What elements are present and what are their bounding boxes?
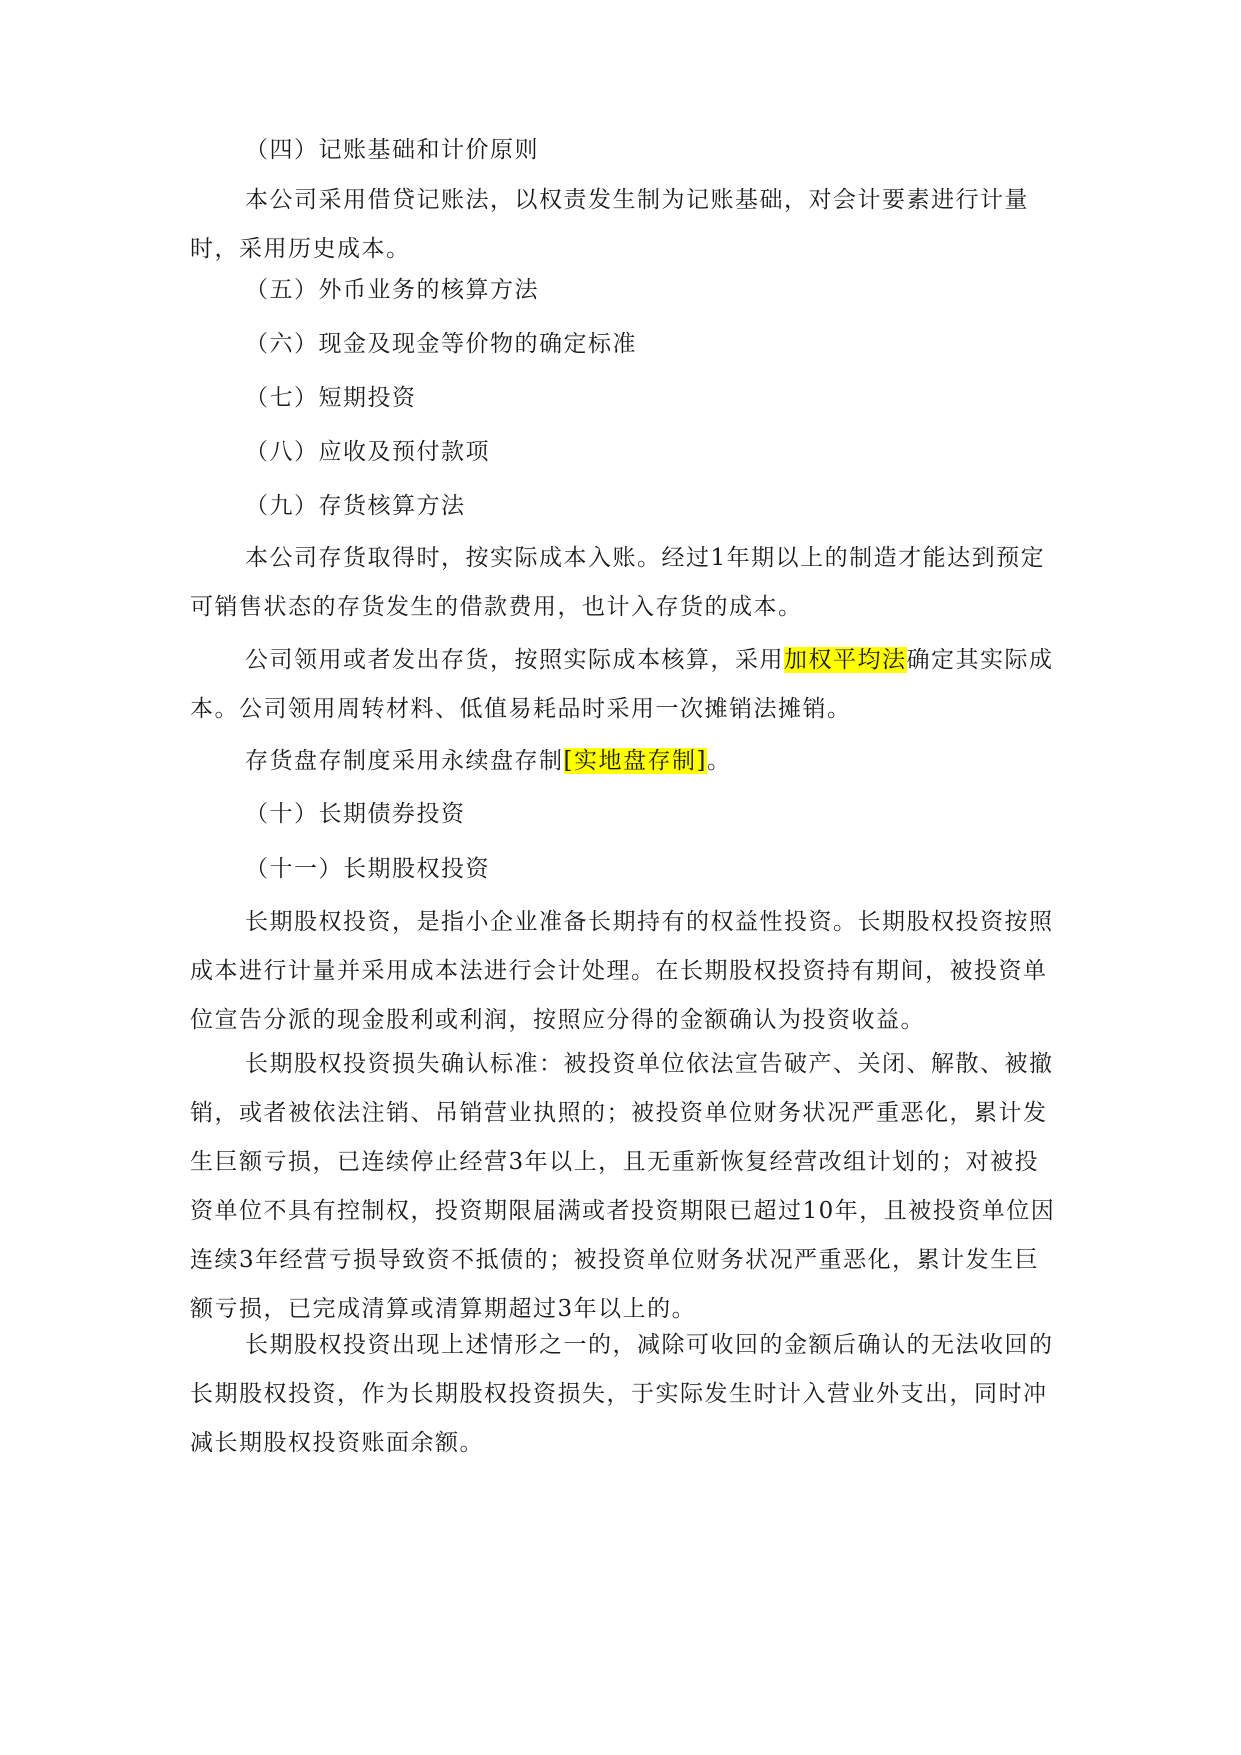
heading-short-term-investment: （七）短期投资 bbox=[245, 385, 417, 411]
paragraph-inventory-issue: 公司领用或者发出存货，按照实际成本核算，采用加权平均法确定其实际成 本。公司领用周转材料、低值易耗品时采用一次摊销法摊销。 bbox=[190, 647, 1054, 722]
heading-inventory: （九）存货核算方法 bbox=[245, 493, 466, 519]
highlight-periodic-inventory: [实地盘存制] bbox=[563, 748, 707, 774]
paragraph-inventory-system: 存货盘存制度采用永续盘存制[实地盘存制]。 bbox=[245, 748, 732, 774]
paragraph-accounting-basis: 本公司采用借贷记账法，以权责发生制为记账基础，对会计要素进行计量 时，采用历史成本。 bbox=[190, 187, 1029, 262]
heading-long-term-bonds: （十）长期债券投资 bbox=[245, 801, 466, 827]
paragraph-inventory-acquisition: 本公司存货取得时，按实际成本入账。经过1年期以上的制造才能达到预定 可销售状态的存货发生的借款费用，也计入存货的成本。 bbox=[190, 545, 1046, 620]
paragraph-equity-definition: 长期股权投资，是指小企业准备长期持有的权益性投资。长期股权投资按照 成本进行计量并采用成本法进行会计处理。在长期股权投资持有期间，被投资单 位宣告分派的现金股利或利润，按照应分得的金额确认为投资收益。 bbox=[190, 909, 1054, 1033]
heading-cash-equivalents: （六）现金及现金等价物的确定标准 bbox=[245, 331, 637, 357]
paragraph-equity-loss-criteria: 长期股权投资损失确认标准：被投资单位依法宣告破产、关闭、解散、被撤 销，或者被依法注销、吊销营业执照的；被投资单位财务状况严重恶化，累计发 生巨额亏损，已连续停止经营3年以上，且无重新恢复经营改组计划的；对被投 资单位不具有控制权，投资期限届满或者投资期限已超过10年，且被投资单位因 连续3年经营亏损导致资不抵债的；被投资单位财务状况严重恶化，累计发生巨 额亏损，已完成清算或清算期超过3年以上的。 bbox=[190, 1051, 1056, 1322]
heading-accounting-basis: （四）记账基础和计价原则 bbox=[245, 137, 539, 163]
heading-receivables: （八）应收及预付款项 bbox=[245, 439, 490, 465]
heading-foreign-currency: （五）外币业务的核算方法 bbox=[245, 277, 539, 303]
paragraph-equity-loss-treatment: 长期股权投资出现上述情形之一的，减除可收回的金额后确认的无法收回的 长期股权投资，作为长期股权投资损失，于实际发生时计入营业外支出，同时冲 减长期股权投资账面余额。 bbox=[190, 1332, 1054, 1456]
highlight-weighted-average: 加权平均法 bbox=[784, 647, 907, 673]
heading-long-term-equity: （十一）长期股权投资 bbox=[245, 856, 490, 882]
